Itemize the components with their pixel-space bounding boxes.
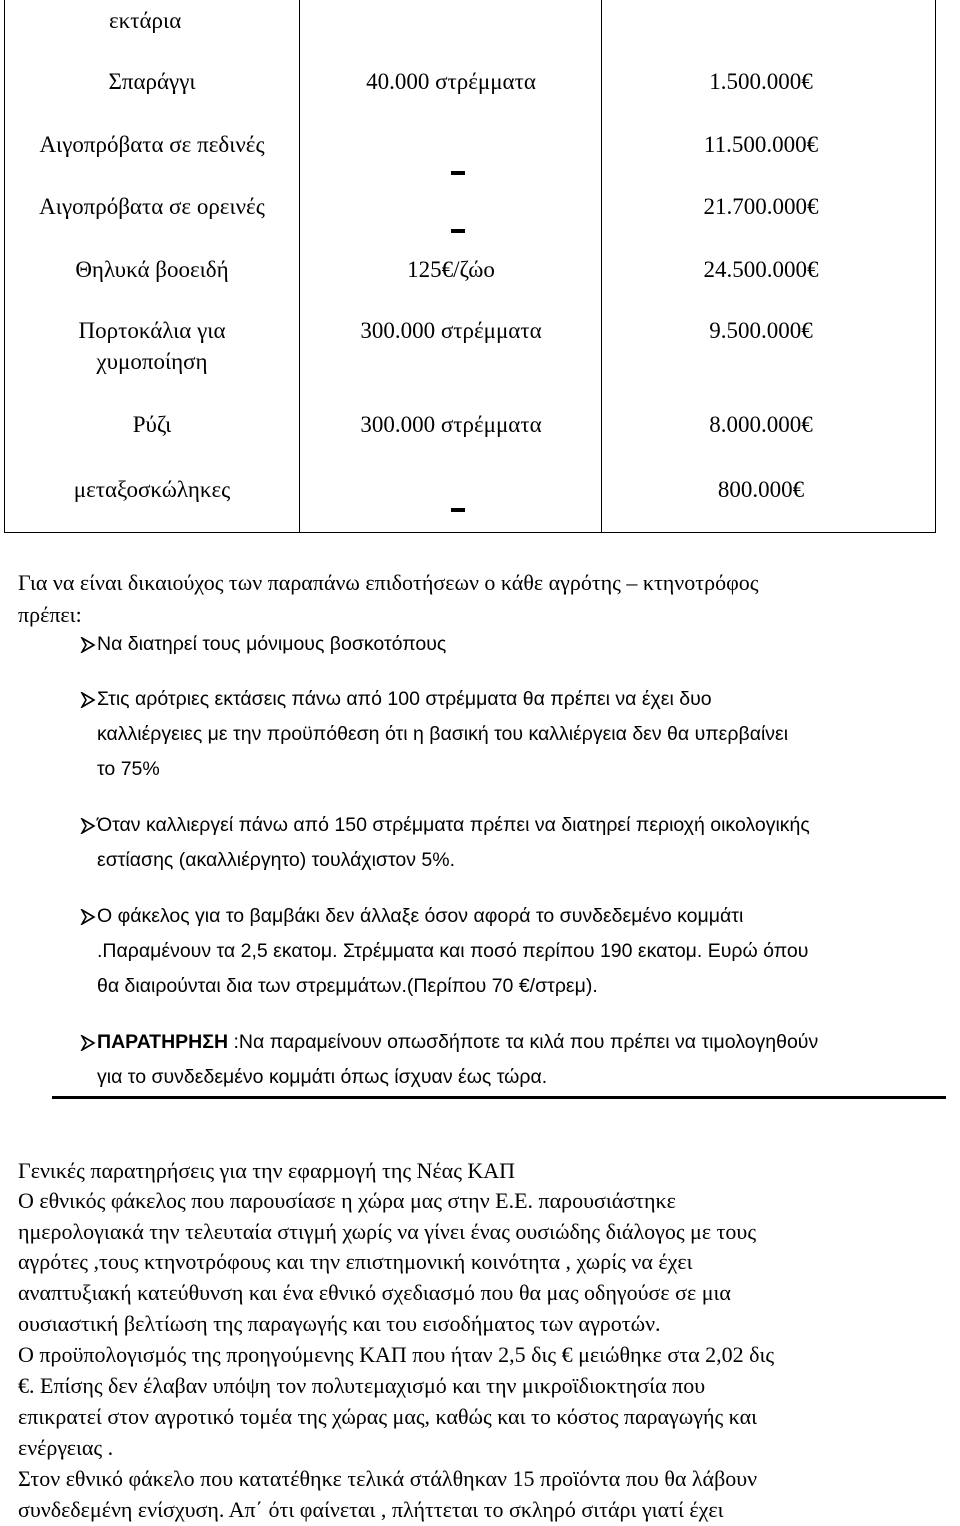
table-cell-area: 300.000 στρέμματα bbox=[360, 412, 542, 437]
table-cell-product: Αιγοπρόβατα σε πεδινές bbox=[39, 132, 265, 157]
bullet-text bbox=[97, 1031, 818, 1054]
bullet-text: για το συνδεδεμένο κομμάτι όπως ίσχυαν έως τώρα. bbox=[97, 1066, 548, 1088]
table-cell-product: Σπαράγγι bbox=[108, 69, 196, 94]
table-cell-amount: 1.500.000€ bbox=[709, 69, 813, 94]
arrow-bullet-icon bbox=[80, 818, 96, 834]
bullet-text: θα διαιρούνται δια των στρεμμάτων.(Περίπου 70 €/στρεμ). bbox=[97, 975, 598, 997]
remark-text: :Να παραμείνουν οπωσδήποτε τα κιλά που πρέπει να τιμολογηθούν bbox=[228, 1031, 819, 1053]
section-heading: Γενικές παρατηρήσεις για την εφαρμογή της Νέας ΚΑΠ bbox=[18, 1158, 516, 1183]
table-cell-dash bbox=[451, 229, 465, 233]
bullet-text: εστίασης (ακαλλιέργητο) τουλάχιστον 5%. bbox=[97, 849, 455, 871]
paragraph-line: Ο εθνικός φάκελος που παρουσίασε η χώρα μας στην Ε.Ε. παρουσιάστηκε bbox=[18, 1188, 676, 1213]
paragraph-line: ημερολογιακά την τελευταία στιγμή χωρίς να γίνει ένας ουσιώδης διάλογος με τους bbox=[18, 1219, 757, 1244]
intro-line: Για να είναι δικαιούχος των παραπάνω επιδοτήσεων ο κάθε αγρότης – κτηνοτρόφος bbox=[18, 570, 759, 595]
table-cell-area: 300.000 στρέμματα bbox=[360, 318, 542, 343]
table-cell-amount: 800.000€ bbox=[717, 477, 805, 502]
table-cell-dash bbox=[451, 171, 465, 175]
bullet-text: .Παραμένουν τα 2,5 εκατομ. Στρέμματα και ποσό περίπου 190 εκατομ. Ευρώ όπου bbox=[97, 940, 809, 962]
paragraph-line: ουσιαστική βελτίωση της παραγωγής και του εισοδήματος των αγροτών. bbox=[18, 1311, 661, 1336]
paragraph-line: Ο προϋπολογισμός της προηγούμενης ΚΑΠ που ήταν 2,5 δις € μειώθηκε στα 2,02 δις bbox=[18, 1342, 775, 1367]
table-cell-product: Θηλυκά βοοειδή bbox=[75, 257, 229, 282]
paragraph-line: αγρότες ,τους κτηνοτρόφους και την επιστημονική κοινότητα , χωρίς να έχει bbox=[18, 1249, 693, 1274]
arrow-bullet-icon bbox=[80, 909, 96, 925]
table-cell-amount: 11.500.000€ bbox=[703, 132, 819, 157]
bullet-text: Ο φάκελος για το βαμβάκι δεν άλλαξε όσον αφορά το συνδεδεμένο κομμάτι bbox=[97, 905, 744, 927]
remark-label: ΠΑΡΑΤΗΡΗΣΗ bbox=[97, 1031, 229, 1053]
table-cell-amount: 9.500.000€ bbox=[709, 318, 813, 343]
paragraph-line: επικρατεί στον αγροτικό τομέα της χώρας μας, καθώς και το κόστος παραγωγής και bbox=[18, 1404, 758, 1429]
bullet-text: Να διατηρεί τους μόνιμους βοσκοτόπους bbox=[97, 633, 447, 655]
table-cell-area: 125€/ζώο bbox=[407, 257, 495, 282]
paragraph-line: €. Επίσης δεν έλαβαν υπόψη τον πολυτεμαχισμό και την μικροϊδιοκτησία που bbox=[18, 1373, 706, 1398]
table-cell-product: Πορτοκάλια για bbox=[78, 318, 226, 343]
intro-line: πρέπει: bbox=[18, 602, 82, 627]
arrow-bullet-icon bbox=[80, 692, 96, 708]
table-cell-product: χυμοποίηση bbox=[96, 349, 208, 374]
bullet-text: Όταν καλλιεργεί πάνω από 150 στρέμματα πρέπει να διατηρεί περιοχή οικολογικής bbox=[97, 814, 810, 836]
table-column-divider bbox=[299, 0, 300, 532]
bullet-text: το 75% bbox=[97, 758, 160, 780]
table-cell-amount: 8.000.000€ bbox=[709, 412, 813, 437]
arrow-bullet-icon bbox=[80, 1035, 96, 1051]
table-cell-amount: 21.700.000€ bbox=[703, 194, 819, 219]
bullet-text: καλλιέργειες με την προϋπόθεση ότι η βασική του καλλιέργεια δεν θα υπερβαίνει bbox=[97, 723, 789, 745]
table-cell-product: μεταξοσκώληκες bbox=[73, 477, 231, 502]
paragraph-line: συνδεδεμένη ενίσχυση. Απ΄ ότι φαίνεται , πλήττεται το σκληρό σιτάρι γιατί έχει bbox=[18, 1497, 724, 1522]
table-cell-area: 40.000 στρέμματα bbox=[366, 69, 536, 94]
table-cell-product: Αιγοπρόβατα σε ορεινές bbox=[39, 194, 265, 219]
table-cell-dash bbox=[451, 508, 465, 512]
subsidy-table bbox=[4, 0, 936, 533]
paragraph-line: ενέργειας . bbox=[18, 1435, 114, 1460]
paragraph-line: αναπτυξιακή κατεύθυνση και ένα εθνικό σχεδιασμό που θα μας οδηγούσε σε μια bbox=[18, 1280, 731, 1305]
divider-rule bbox=[52, 1096, 946, 1099]
table-cell-amount: 24.500.000€ bbox=[703, 257, 819, 282]
table-cell-product: Ρύζι bbox=[132, 412, 172, 437]
paragraph-line: Στον εθνικό φάκελο που κατατέθηκε τελικά στάλθηκαν 15 προϊόντα που θα λάβουν bbox=[18, 1466, 758, 1491]
arrow-bullet-icon bbox=[80, 637, 96, 653]
bullet-text: Στις αρότριες εκτάσεις πάνω από 100 στρέμματα θα πρέπει να έχει δυο bbox=[97, 688, 712, 710]
table-header-cell: εκτάρια bbox=[109, 8, 182, 33]
